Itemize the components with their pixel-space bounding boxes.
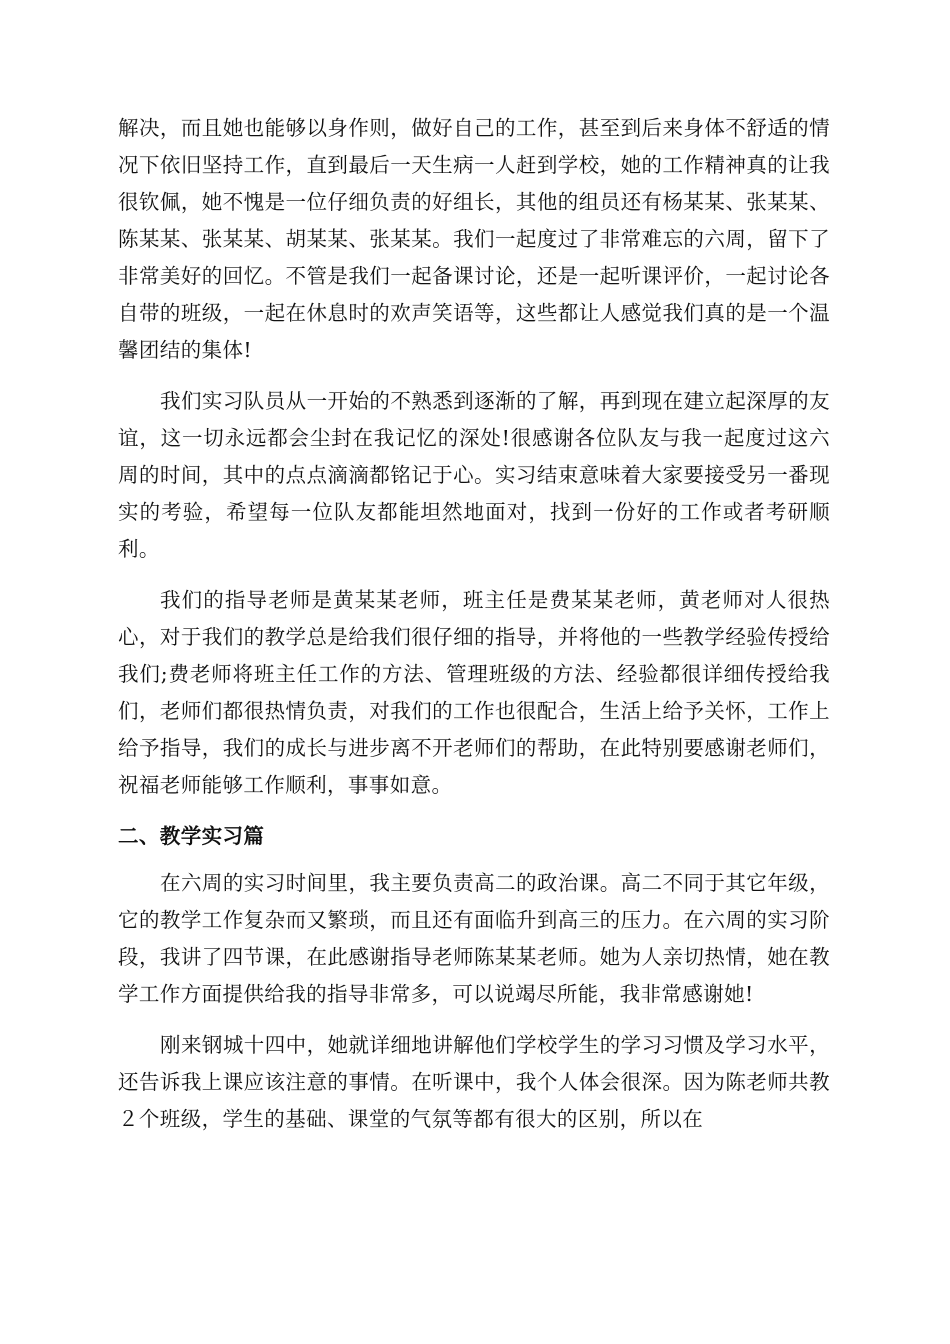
paragraph-2: 我们实习队员从一开始的不熟悉到逐渐的了解，再到现在建立起深厚的友谊，这一切永远都会尘封在我记忆的深处!很感谢各位队友与我一起度过这六周的时间，其中的点点滴滴都铭记于心。实习结束意味着大家要接受另一番现实的考验，希望每一位队友都能坦然地面对，找到一份好的工作或者考研顺利。 [118,389,830,561]
paragraph-5: 刚来钢城十四中，她就详细地讲解他们学校学生的学习习惯及学习水平，还告诉我上课应该注意的事情。在听课中，我个人体会很深。因为陈老师共教２个班级，学生的基础、课堂的气氛等都有很大的区别，所以在 [118,1033,830,1131]
paragraph-1: 解决，而且她也能够以身作则，做好自己的工作，甚至到后来身体不舒适的情况下依旧坚持工作，直到最后一天生病一人赶到学校，她的工作精神真的让我很钦佩，她不愧是一位仔细负责的好组长，其他的组员还有杨某某、张某某、陈某某、张某某、胡某某、张某某。我们一起度过了非常难忘的六周，留下了非常美好的回忆。不管是我们一起备课讨论，还是一起听课评价，一起讨论各自带的班级，一起在休息时的欢声笑语等，这些都让人感觉我们真的是一个温馨团结的集体! [118,116,830,362]
paragraph-3: 我们的指导老师是黄某某老师，班主任是费某某老师，黄老师对人很热心，对于我们的教学总是给我们很仔细的指导，并将他的一些教学经验传授给我们;费老师将班主任工作的方法、管理班级的方法、经验都很详细传授给我们，老师们都很热情负责，对我们的工作也很配合，生活上给予关怀，工作上给予指导，我们的成长与进步离不开老师们的帮助，在此特别要感谢老师们，祝福老师能够工作顺利，事事如意。 [118,588,830,797]
section-heading: 二、教学实习篇 [118,824,265,848]
document-page [118,110,830,1152]
paragraph-4: 在六周的实习时间里，我主要负责高二的政治课。高二不同于其它年级，它的教学工作复杂而又繁琐，而且还有面临升到高三的压力。在六周的实习阶段，我讲了四节课，在此感谢指导老师陈某某老师。她为人亲切热情，她在教学工作方面提供给我的指导非常多，可以说竭尽所能，我非常感谢她! [118,871,830,1006]
